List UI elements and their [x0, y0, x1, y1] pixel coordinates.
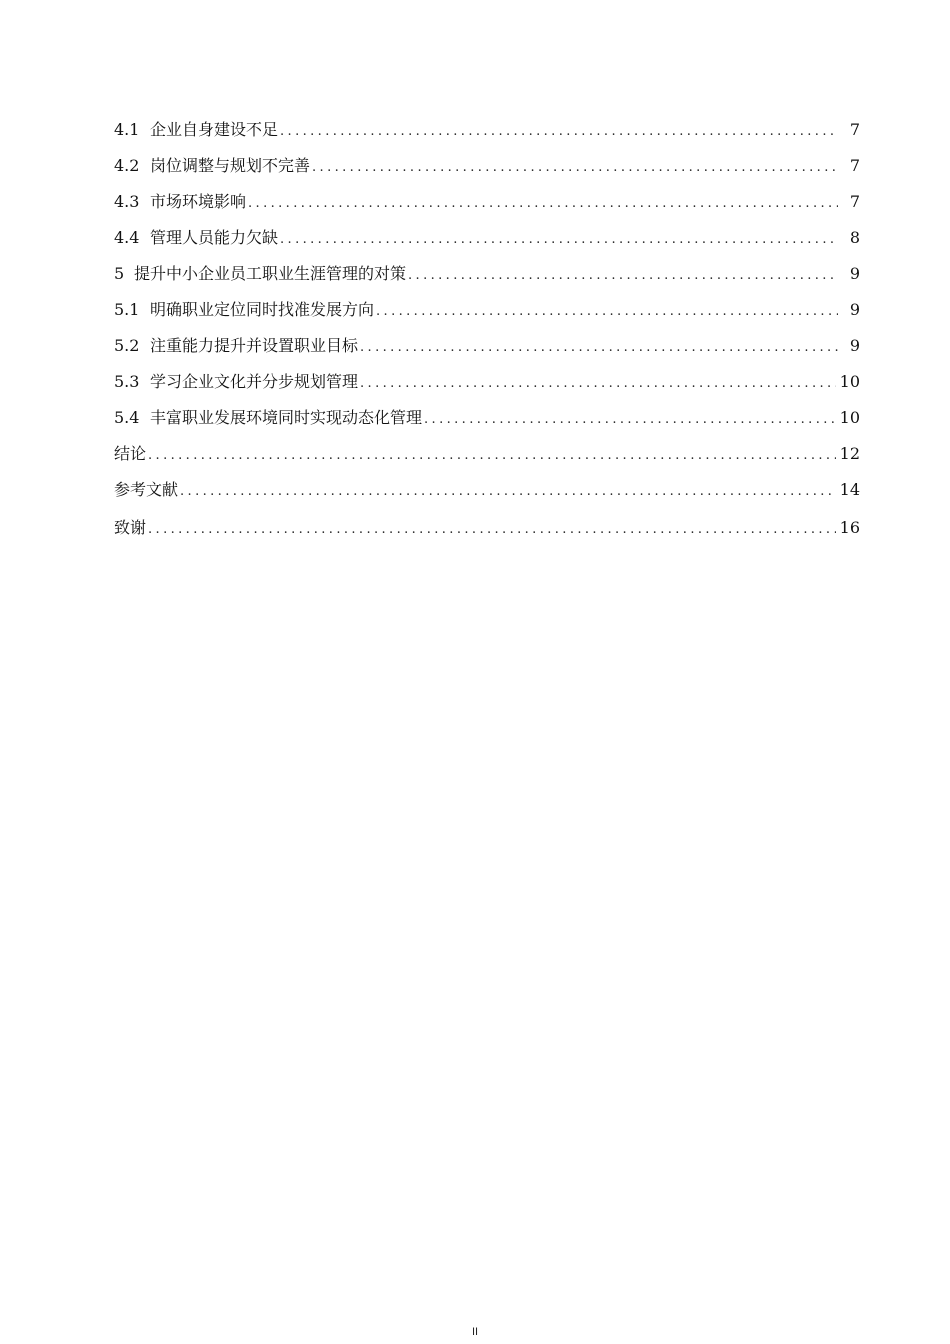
toc-entry-title — [114, 188, 246, 216]
toc-entry-text: 学习企业文化并分步规划管理 — [150, 372, 359, 391]
toc-entry-page: 9 — [849, 264, 860, 283]
toc-entry-text: 岗位调整与规划不完善 — [150, 156, 311, 175]
page-number-footer: II — [471, 1326, 479, 1338]
toc-entry-page: 10 — [839, 408, 860, 427]
toc-entry-text: 结论 — [114, 444, 147, 463]
dot-leader — [180, 478, 836, 506]
toc-entry-number: 5.3 — [114, 372, 140, 391]
toc-entry-page: 9 — [849, 300, 860, 319]
toc-entry-page: 14 — [839, 480, 860, 499]
toc-entry[interactable] — [114, 116, 860, 152]
toc-entry[interactable] — [114, 368, 860, 404]
toc-entry[interactable] — [114, 188, 860, 224]
toc-entry-text: 明确职业定位同时找准发展方向 — [150, 300, 375, 319]
toc-entry-title — [114, 224, 278, 252]
dot-leader — [424, 406, 836, 434]
toc-entry-title — [114, 260, 406, 288]
toc-entry-page: 8 — [849, 228, 860, 247]
toc-entry-text: 注重能力提升并设置职业目标 — [150, 336, 359, 355]
toc-entry[interactable] — [114, 332, 860, 368]
toc-entry-number: 5.2 — [114, 336, 140, 355]
toc-entry[interactable] — [114, 224, 860, 260]
dot-leader — [376, 298, 838, 326]
toc-entry[interactable] — [114, 152, 860, 188]
toc-entry-title — [114, 116, 278, 144]
toc-entry-text: 参考文献 — [114, 480, 179, 499]
dot-leader — [360, 334, 838, 362]
toc-entry[interactable] — [114, 260, 860, 296]
toc-entry-title — [114, 368, 358, 396]
toc-entry-page: 7 — [849, 120, 860, 139]
toc-entry-text: 市场环境影响 — [150, 192, 247, 211]
dot-leader — [148, 442, 836, 470]
dot-leader — [360, 370, 836, 398]
toc-entry-number: 4.4 — [114, 228, 140, 247]
toc-entry[interactable] — [114, 404, 860, 440]
toc-entry-number: 5.4 — [114, 408, 140, 427]
toc-entry-number: 4.3 — [114, 192, 140, 211]
toc-entry-text: 丰富职业发展环境同时实现动态化管理 — [150, 408, 423, 427]
toc-entry-text: 提升中小企业员工职业生涯管理的对策 — [134, 264, 407, 283]
toc-entry-title — [114, 296, 374, 324]
dot-leader — [248, 190, 838, 218]
toc-entry[interactable] — [114, 296, 860, 332]
toc-entry-text: 企业自身建设不足 — [150, 120, 279, 139]
dot-leader — [280, 226, 838, 254]
toc-entry-text: 管理人员能力欠缺 — [150, 228, 279, 247]
dot-leader — [148, 516, 836, 544]
dot-leader — [408, 262, 838, 290]
table-of-contents — [114, 116, 860, 550]
toc-entry-page: 10 — [839, 372, 860, 391]
toc-entry-number: 5 — [114, 264, 125, 283]
toc-entry-page: 16 — [839, 518, 860, 537]
toc-entry-title — [114, 440, 146, 468]
toc-entry-page: 7 — [849, 156, 860, 175]
toc-entry-title — [114, 476, 178, 504]
dot-leader — [312, 154, 838, 182]
toc-entry-number: 4.1 — [114, 120, 140, 139]
toc-entry-acknowledgements[interactable] — [114, 514, 860, 550]
toc-entry-number: 4.2 — [114, 156, 140, 175]
toc-entry-conclusion[interactable] — [114, 440, 860, 476]
toc-entry-page: 12 — [839, 444, 860, 463]
toc-entry-page: 7 — [849, 192, 860, 211]
toc-entry-references[interactable] — [114, 476, 860, 512]
toc-entry-title — [114, 152, 310, 180]
toc-entry-title — [114, 332, 358, 360]
toc-entry-title — [114, 404, 422, 432]
toc-entry-page: 9 — [849, 336, 860, 355]
toc-entry-title — [114, 514, 146, 542]
dot-leader — [280, 118, 838, 146]
toc-entry-text: 致谢 — [114, 518, 147, 537]
toc-entry-number: 5.1 — [114, 300, 140, 319]
